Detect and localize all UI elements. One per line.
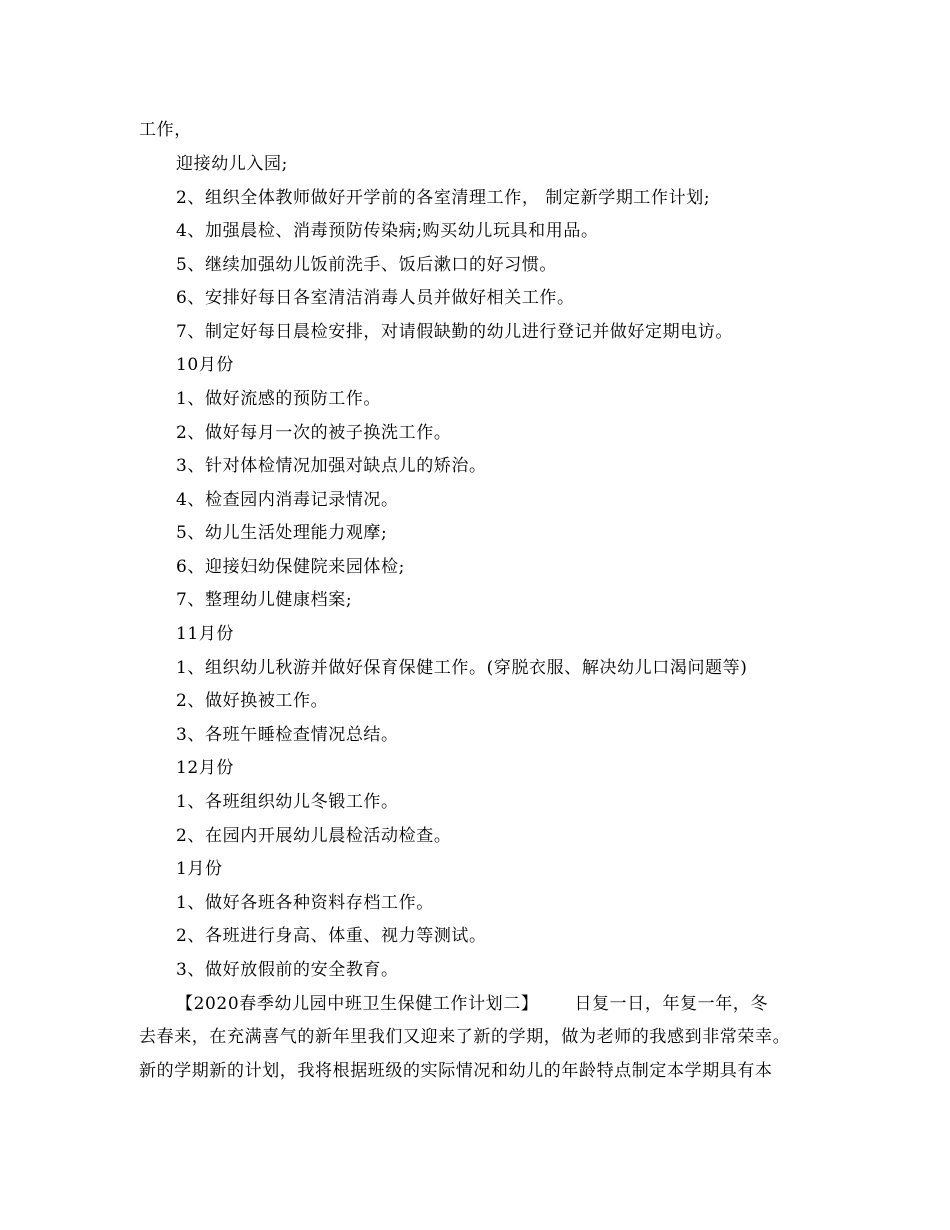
closing-paragraph-line-1 xyxy=(176,993,768,1015)
text-line: 2、组织全体教师做好开学前的各室清理工作， 制定新学期工作计划; xyxy=(176,188,711,208)
closing-paragraph-line-2: 去春来，在充满喜气的新年里我们又迎来了新的学期，做为老师的我感到非常荣幸。 xyxy=(139,1027,791,1047)
month-heading: 1月份 xyxy=(176,859,223,879)
text-line: 4、检查园内消毒记录情况。 xyxy=(176,490,399,510)
text-line: 6、安排好每日各室清洁消毒人员并做好相关工作。 xyxy=(176,288,575,308)
text-line: 工作， xyxy=(139,120,192,140)
text-line: 7、制定好每日晨检安排，对请假缺勤的幼儿进行登记并做好定期电访。 xyxy=(176,322,734,342)
text-line: 4、加强晨检、消毒预防传染病;购买幼儿玩具和用品。 xyxy=(176,221,599,241)
closing-paragraph-line-3: 新的学期新的计划，我将根据班级的实际情况和幼儿的年龄特点制定本学期具有本 xyxy=(139,1061,773,1081)
text-line: 7、整理幼儿健康档案; xyxy=(176,590,353,610)
month-heading: 12月份 xyxy=(176,758,235,778)
text-line: 3、各班午睡检查情况总结。 xyxy=(176,725,399,745)
text-line: 1、组织幼儿秋游并做好保育保健工作。(穿脱衣服、解决幼儿口渴问题等) xyxy=(176,658,748,678)
text-line: 3、针对体检情况加强对缺点儿的矫治。 xyxy=(176,456,487,476)
month-heading: 10月份 xyxy=(176,355,235,375)
text-line: 1、做好流感的预防工作。 xyxy=(176,389,382,409)
text-line: 3、做好放假前的安全教育。 xyxy=(176,960,399,980)
month-heading: 11月份 xyxy=(176,624,235,644)
section-heading: 【2020春季幼儿园中班卫生保健工作计划二】 xyxy=(176,994,539,1014)
text-line: 6、迎接妇幼保健院来园体检; xyxy=(176,557,405,577)
text-line: 1、做好各班各种资料存档工作。 xyxy=(176,893,434,913)
text-line: 5、继续加强幼儿饭前洗手、饭后漱口的好习惯。 xyxy=(176,255,558,275)
text-line: 2、在园内开展幼儿晨检活动检查。 xyxy=(176,826,452,846)
text-line: 2、做好每月一次的被子换洗工作。 xyxy=(176,423,452,443)
text-line: 迎接幼儿入园; xyxy=(176,154,288,174)
text-line: 2、各班进行身高、体重、视力等测试。 xyxy=(176,926,487,946)
paragraph-text: 日复一日，年复一年，冬 xyxy=(574,994,769,1014)
text-line: 1、各班组织幼儿冬锻工作。 xyxy=(176,792,399,812)
text-line: 2、做好换被工作。 xyxy=(176,691,329,711)
text-line: 5、幼儿生活处理能力观摩; xyxy=(176,523,388,543)
